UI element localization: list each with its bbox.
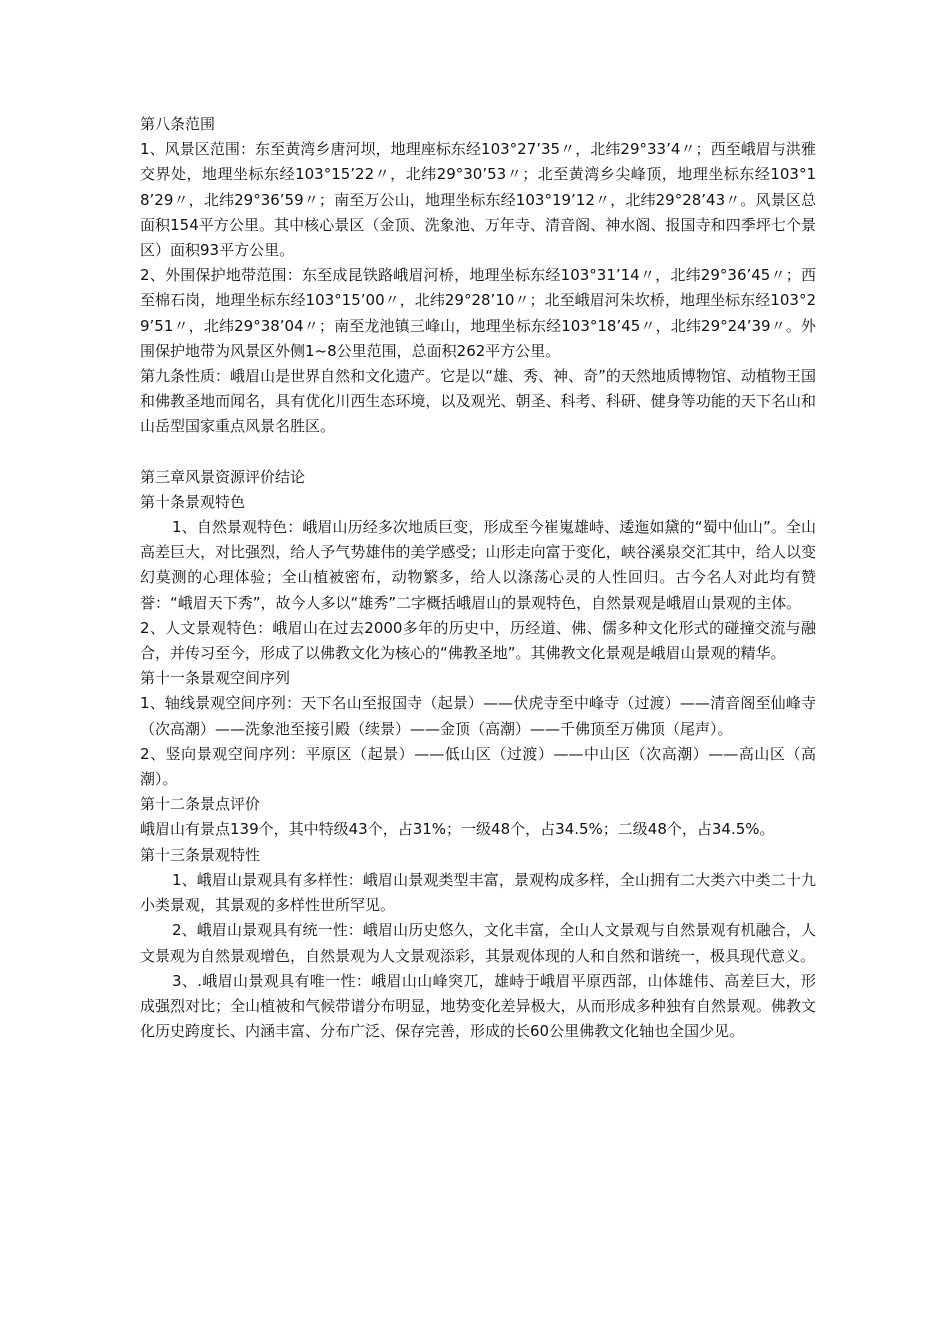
chapter-3-heading: 第三章风景资源评价结论 <box>140 467 306 486</box>
article-12-evaluation: 峨眉山有景点139个，其中特级43个，占31%；一级48个，占34.5%；二级48个，占34.5%。 <box>140 820 775 839</box>
document-body <box>140 112 816 1044</box>
article-10-natural-features: 1、自然景观特色：峨眉山历经多次地质巨变，形成至今崔嵬雄峙、逶迤如黛的“蜀中仙山”。全山高差巨大，对比强烈，给人予气势雄伟的美学感受；山形走向富于变化，峡谷溪泉交汇其中，给人以变幻莫测的心理体验；全山植被密布，动物繁多，给人以涤荡心灵的人性回归。古今名人对此均有赞誉：“峨眉天下秀”，故今人多以“雄秀”二字概括峨眉山的景观特色，自然景观是峨眉山景观的主体。 <box>140 518 816 612</box>
article-13-unity: 2、峨眉山景观具有统一性：峨眉山历史悠久，文化丰富，全山人文景观与自然景观有机融合，人文景观为自然景观增色，自然景观为人文景观添彩，其景观体现的人和自然和谐统一，极具现代意义。 <box>140 921 816 965</box>
article-12-heading: 第十二条景点评价 <box>140 795 261 814</box>
article-10-heading: 第十条景观特色 <box>140 492 246 511</box>
article-8-heading: 第八条范围 <box>140 115 216 133</box>
article-11-heading: 第十一条景观空间序列 <box>140 669 291 688</box>
article-11-vertical-sequence: 2、竖向景观空间序列：平原区（起景）——低山区（过渡）——中山区（次高潮）——高山区（高潮）。 <box>140 744 816 789</box>
section-spacer <box>140 440 816 465</box>
article-10-cultural-features: 2、人文景观特色：峨眉山在过去2000多年的历史中，历经道、佛、儒多种文化形式的碰撞交流与融合，并传习至今，形成了以佛教文化为核心的“佛教圣地”。其佛教文化景观是峨眉山景观的精华。 <box>140 618 816 663</box>
article-13-heading: 第十三条景观特性 <box>140 845 261 864</box>
article-8-scenic-area-range: 1、风景区范围：东至黄湾乡唐河坝，地理座标东经103°27’35〃，北纬29°33’4〃；西至峨眉与洪雅交界处，地理坐标东经103°15’22〃，北纬29°30’53〃；北至黄湾乡尖峰顶，地理坐标东经103°18’29〃，北纬29°36’59〃；南至万公山，地理坐标东经103°19’12〃，北纬29°28’43〃。风景区总面积154平方公里。其中核心景区（金顶、洗象池、万年寺、清音阁、神水阁、报国寺和四季坪七个景区）面积93平方公里。 <box>140 140 817 260</box>
article-13-uniqueness: 3、.峨眉山景观具有唯一性：峨眉山山峰突兀，雄峙于峨眉平原西部，山体雄伟、高差巨大，形成强烈对比；全山植被和气候带谱分布明显，地势变化差异极大，从而形成多种独有自然景观。佛教文化历史跨度长、内涵丰富、分布广泛、保存完善，形成的长60公里佛教文化轴也全国少见。 <box>140 971 816 1041</box>
article-11-axis-sequence: 1、轴线景观空间序列：天下名山至报国寺（起景）——伏虎寺至中峰寺（过渡）——清音阁至仙峰寺（次高潮）——洗象池至接引殿（续景）——金顶（高潮）——千佛顶至万佛顶（尾声）。 <box>140 694 816 738</box>
article-9-nature: 第九条性质：峨眉山是世界自然和文化遗产。它是以“雄、秀、神、奇”的天然地质博物馆、动植物王国和佛教圣地而闻名，具有优化川西生态环境，以及观光、朝圣、科考、科研、健身等功能的天下名山和山岳型国家重点风景名胜区。 <box>140 367 816 436</box>
article-8-buffer-zone-range: 2、外围保护地带范围：东至成昆铁路峨眉河桥，地理坐标东经103°31’14〃，北纬29°36’45〃；西至棉石岗，地理坐标东经103°15’00〃，北纬29°28’10〃；北至峨眉河朱坎桥，地理坐标东经103°29’51〃，北纬29°38’04〃；南至龙池镇三峰山，地理坐标东经103°18’45〃，北纬29°24’39〃。外围保护地带为风景区外侧1~8公里范围，总面积262平方公里。 <box>140 266 816 360</box>
article-13-diversity: 1、峨眉山景观具有多样性：峨眉山景观类型丰富，景观构成多样，全山拥有二大类六中类二十九小类景观，其景观的多样性世所罕见。 <box>140 870 816 915</box>
